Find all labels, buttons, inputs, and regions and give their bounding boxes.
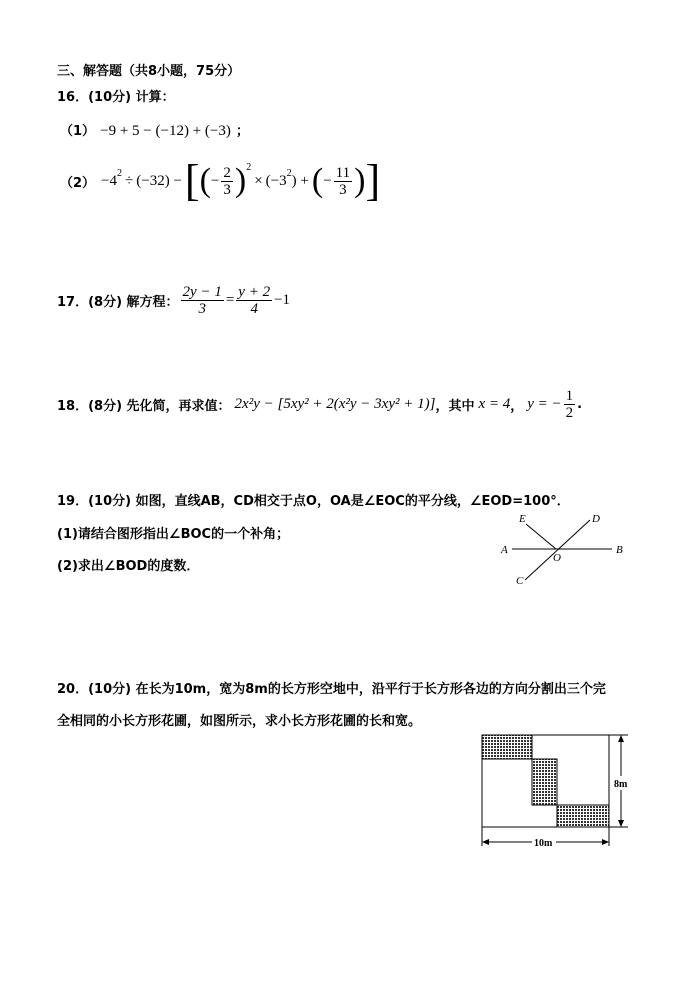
q19-figure xyxy=(495,508,635,588)
q17-label: 17．(8分) 解方程： xyxy=(57,294,179,310)
ray-oe xyxy=(526,524,556,549)
q17-eq: = xyxy=(225,291,235,308)
section-title: 三、解答题（共8小题，75分） xyxy=(57,64,241,79)
label-o: O xyxy=(553,552,561,564)
right-square-bracket: ] xyxy=(365,156,381,205)
q16-frac2 xyxy=(334,165,352,198)
q16-p2-label: （2） xyxy=(60,175,96,191)
q17-lhs xyxy=(181,284,224,317)
q20-line2: 全相同的小长方形花圃，如图所示，求小长方形花圃的长和宽。 xyxy=(57,714,422,729)
q18-label: 18．(8分) 先化简，再求值： xyxy=(57,398,231,414)
q17-rhs-den: 4 xyxy=(250,300,258,317)
q16-p2-e: × xyxy=(254,172,263,189)
q16-p1-label: （1） xyxy=(60,124,96,139)
q16-p1-end: ； xyxy=(235,124,249,139)
q17 xyxy=(57,280,290,320)
q16-label: 16．(10分) 计算： xyxy=(57,90,175,105)
q16-part2: （2） −4 $^2$ ÷ (−32) − [ ( − $\frac{2}{3}$ ) $^2$ × (−3 $^2$ ) + ( − $\frac{11}{3}$ ) ] xyxy=(60,156,381,205)
label-a: A xyxy=(501,544,508,556)
q16-p2-c: (−32) − xyxy=(136,172,182,189)
width-label: 10m xyxy=(534,838,553,849)
q18-yfrac-den: 2 xyxy=(565,404,574,421)
right-paren: ) xyxy=(234,162,247,199)
label-b: B xyxy=(616,544,623,556)
q16-p2-h: − xyxy=(323,172,332,189)
line-cd xyxy=(525,520,590,580)
q20-figure xyxy=(476,728,636,852)
q16-frac1-num: 2 xyxy=(223,164,231,181)
label-c: C xyxy=(516,575,524,587)
q17-rhs xyxy=(236,284,272,317)
q18-yfrac-num: 1 xyxy=(565,387,574,404)
height-label: 8m xyxy=(614,779,628,790)
q16-frac1-den: 3 xyxy=(223,181,231,198)
q16-p2-f: (−3 xyxy=(265,172,287,189)
q18-yfrac xyxy=(564,388,576,421)
label-d: D xyxy=(592,513,600,525)
q18-comma: ， xyxy=(510,398,524,414)
flower-bed-1 xyxy=(482,735,532,759)
q16-p2-g: ) + xyxy=(291,172,309,189)
q16-frac1 xyxy=(221,165,233,198)
q20-line1: 20．(10分) 在长为10m，宽为8m的长方形空地中，沿平行于长方形各边的方向分割出三个完 xyxy=(57,682,606,697)
q19-label: 19．(10分) 如图，直线AB，CD相交于点O，OA是∠EOC的平分线，∠EOD=100°． xyxy=(57,494,570,509)
left-paren: ( xyxy=(199,162,211,199)
q17-tail: −1 xyxy=(274,291,291,308)
q19-part1: (1)请结合图形指出∠BOC的一个补角； xyxy=(57,527,290,542)
q18 xyxy=(57,384,582,424)
q18-y: y = − xyxy=(527,395,562,412)
q16-p2-b: ÷ xyxy=(125,172,134,189)
q16-frac2-num: 11 xyxy=(335,164,351,181)
q16-frac2-den: 3 xyxy=(339,181,347,198)
q18-expr: 2x²y − [5xy² + 2(x²y − 3xy² + 1)] xyxy=(234,395,436,412)
flower-bed-2 xyxy=(532,759,557,805)
q18-end: . xyxy=(577,396,583,412)
q16-p1-expr: −9 + 5 − (−12) + (−3) xyxy=(100,123,231,139)
left-square-bracket: [ xyxy=(184,156,200,205)
q16-p2-d: − xyxy=(210,172,220,189)
right-paren-2: ) xyxy=(354,162,366,199)
q19-part2: (2)求出∠BOD的度数． xyxy=(57,559,200,574)
q17-lhs-num: 2y − 1 xyxy=(182,283,222,300)
flower-bed-3 xyxy=(557,805,609,827)
q16-part1 xyxy=(60,120,249,140)
q17-lhs-den: 3 xyxy=(198,300,206,317)
left-paren-2: ( xyxy=(311,162,324,199)
q16-p2-a: −4 xyxy=(101,172,118,189)
label-e: E xyxy=(519,513,526,525)
q18-x: x = 4 xyxy=(478,395,511,412)
q17-rhs-num: y + 2 xyxy=(238,283,271,300)
q18-where: ，其中 xyxy=(435,398,475,414)
